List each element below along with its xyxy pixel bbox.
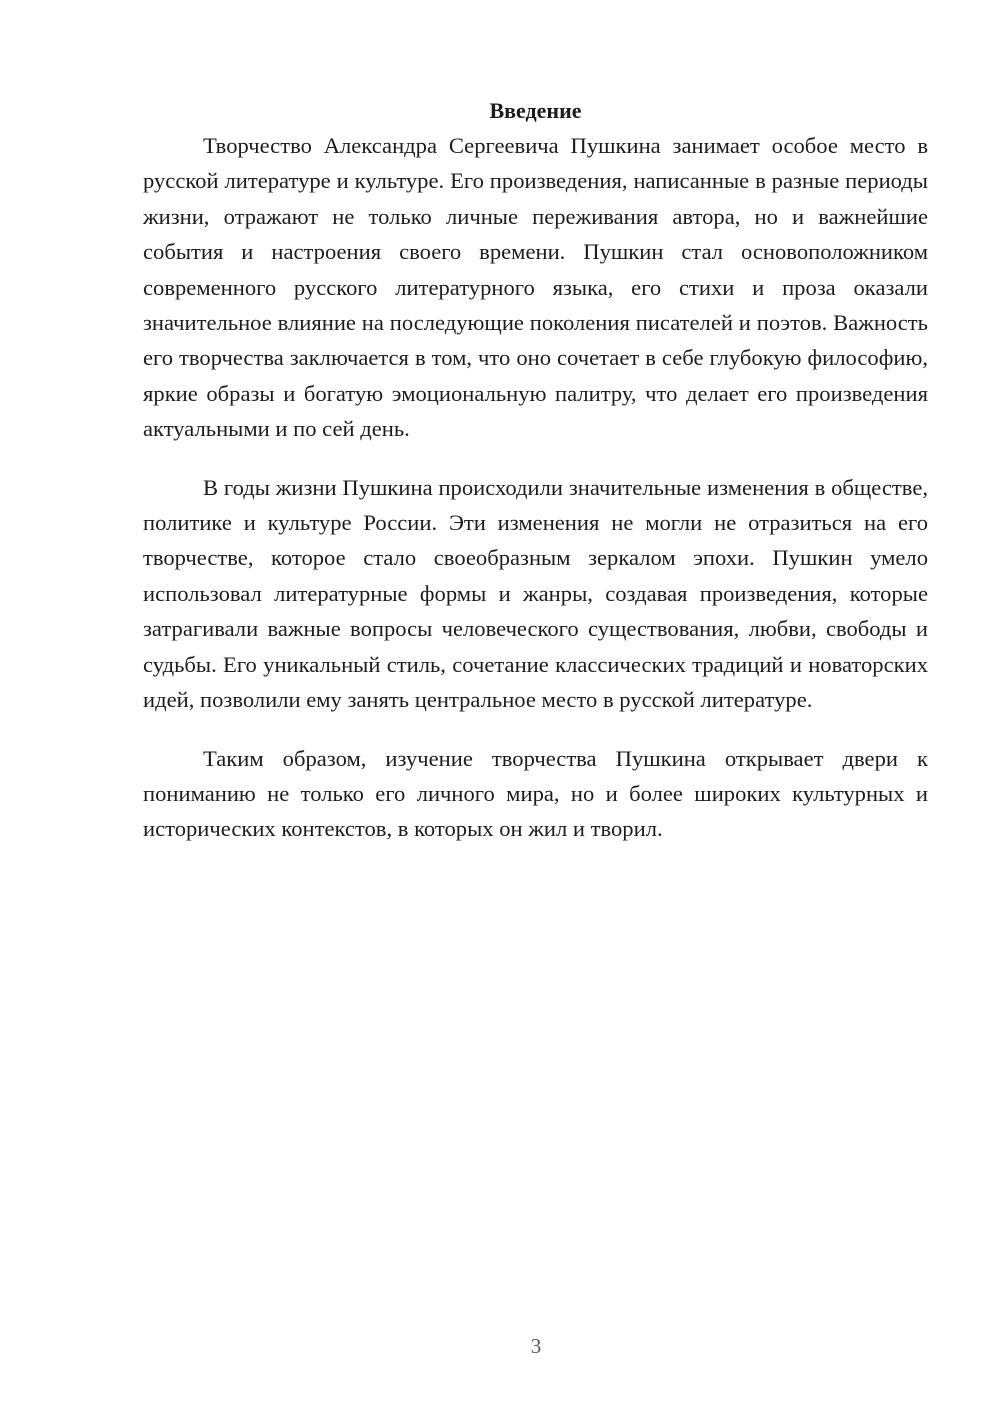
document-body [143,93,928,870]
paragraph-2: В годы жизни Пушкина происходили значительные изменения в обществе, политике и культуре России. Эти изменения не могли не отразиться на его творчестве, которое стало своеобразным зеркалом эпохи. Пушкин умело использовал литературные формы и жанры, создавая произведения, которые затрагивали важные вопросы человеческого существования, любви, свободы и судьбы. Его уникальный стиль, сочетание классических традиций и новаторских идей, позволили ему занять центральное место в русской литературе. [143,474,928,713]
paragraph-1: Творчество Александра Сергеевича Пушкина занимает особое место в русской литературе и культуре. Его произведения, написанные в разные периоды жизни, отражают не только личные переживания автора, но и важнейшие события и настроения своего времени. Пушкин стал основоположником современного русского литературного языка, его стихи и проза оказали значительное влияние на последующие поколения писателей и поэтов. Важность его творчества заключается в том, что оно сочетает в себе глубокую философию, яркие образы и богатую эмоциональную палитру, что делает его произведения актуальными и по сей день. [143,133,928,442]
paragraph-3: Таким образом, изучение творчества Пушкина открывает двери к пониманию не только его личного мира, но и более широких культурных и исторических контекстов, в которых он жил и творил. [143,745,928,842]
page-number: 3 [530,1334,542,1358]
section-heading: Введение [489,98,582,123]
